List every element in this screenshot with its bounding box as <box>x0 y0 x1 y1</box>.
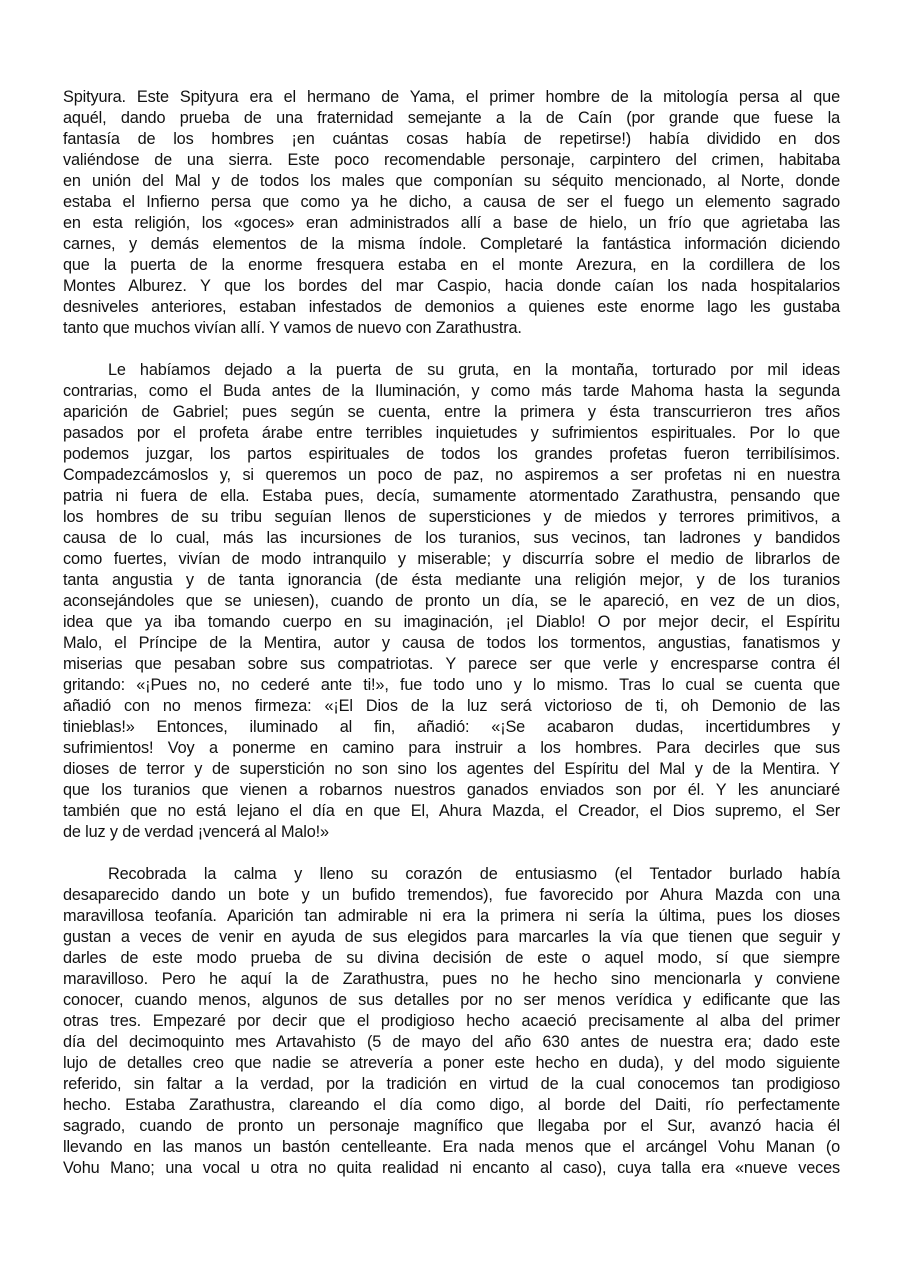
text-line: también que no está lejano el día en que El, Ahura Mazda, el Creador, el Dios supremo, el Ser <box>63 802 840 820</box>
text-line: tanta angustia y de tanta ignorancia (de ésta mediante una religión mejor, y de los turanios <box>63 571 840 589</box>
text-line: lujo de detalles creo que nadie se atrevería a poner este hecho en duda), y del modo siguiente <box>63 1054 840 1072</box>
text-line: sufrimientos! Voy a ponerme en camino para instruir a los hombres. Para decirles que sus <box>63 739 840 757</box>
paragraph <box>63 864 840 1179</box>
text-line: que los turanios que vienen a robarnos nuestros ganados enviados son por él. Y les anunciaré <box>63 781 840 799</box>
text-line: Spityura. Este Spityura era el hermano de Yama, el primer hombre de la mitología persa al que <box>63 88 840 106</box>
text-line: estaba el Infierno persa que como ya he dicho, a causa de ser el fuego un elemento sagrado <box>63 193 840 211</box>
text-line: podemos juzgar, los partos espirituales de todos los grandes profetas fueron terribilísimos. <box>63 445 840 463</box>
text-line: como fuertes, vivían de modo intranquilo y miserable; y discurría sobre el medio de librarlos de <box>63 550 840 568</box>
text-line: conocer, cuando menos, algunos de sus detalles por no ser menos verídica y edificante que las <box>63 991 840 1009</box>
text-line: Vohu Mano; una vocal u otra no quita realidad ni encanto al caso), cuya talla era «nueve veces <box>63 1159 840 1177</box>
text-line: fantasía de los hombres ¡en cuántas cosas había de repetirse!) había dividido en dos <box>63 130 840 148</box>
text-line: carnes, y demás elementos de la misma índole. Completaré la fantástica información diciendo <box>63 235 840 253</box>
text-line: desaparecido dando un bote y un bufido tremendos), fue favorecido por Ahura Mazda con una <box>63 886 840 904</box>
text-line: idea que ya iba tomando cuerpo en su imaginación, ¡el Diablo! O por mejor decir, el Espíritu <box>63 613 840 631</box>
text-line: añadió con no menos firmeza: «¡El Dios de la luz será victorioso de ti, oh Demonio de las <box>63 697 840 715</box>
text-line: día del decimoquinto mes Artavahisto (5 de mayo del año 630 antes de nuestra era; dado este <box>63 1033 840 1051</box>
paragraph <box>63 87 840 339</box>
text-line: aconsejándoles que se uniesen), cuando de pronto un día, se le apareció, en vez de un dios, <box>63 592 840 610</box>
text-line: referido, sin faltar a la verdad, por la tradición en virtud de la cual conocemos tan prodigioso <box>63 1075 840 1093</box>
text-line: pasados por el profeta árabe entre terribles inquietudes y sufrimientos espirituales. Por lo que <box>63 424 840 442</box>
text-line: maravilloso. Pero he aquí la de Zarathustra, pues no he hecho sino mencionarla y conviene <box>63 970 840 988</box>
text-line: de luz y de verdad ¡vencerá al Malo!» <box>63 823 329 841</box>
text-line: desniveles anteriores, estaban infestados de demonios a quienes este enorme lago les gustaba <box>63 298 840 316</box>
text-line: contrarias, como el Buda antes de la Iluminación, y como más tarde Mahoma hasta la segunda <box>63 382 840 400</box>
text-line: en unión del Mal y de todos los males que componían su séquito mencionado, al Norte, donde <box>63 172 840 190</box>
text-line: tinieblas!» Entonces, iluminado al fin, añadió: «¡Se acabaron dudas, incertidumbres y <box>63 718 840 736</box>
text-line: causa de lo cual, más las incursiones de los turanios, sus vecinos, tan ladrones y bandidos <box>63 529 840 547</box>
text-line: gustan a veces de venir en ayuda de sus elegidos para marcarles la vía que tienen que seguir y <box>63 928 840 946</box>
text-line: darles de este modo prueba de su divina decisión de este o aquel modo, sí que siempre <box>63 949 840 967</box>
text-line: otras tres. Empezaré por decir que el prodigioso hecho acaeció precisamente al alba del primer <box>63 1012 840 1030</box>
text-line: sagrado, cuando de pronto un personaje magnífico que llegaba por el Sur, avanzó hacia él <box>63 1117 840 1135</box>
text-line: dioses de terror y de superstición no son sino los agentes del Espíritu del Mal y de la Mentira. Y <box>63 760 840 778</box>
document-page <box>63 87 840 1200</box>
text-line: gritando: «¡Pues no, no cederé ante ti!», fue todo uno y lo mismo. Tras lo cual se cuenta que <box>63 676 840 694</box>
text-line: que la puerta de la enorme fresquera estaba en el monte Arezura, en la cordillera de los <box>63 256 840 274</box>
text-line: Compadezcámoslos y, si queremos un poco de paz, no aspiremos a ser profetas ni en nuestra <box>63 466 840 484</box>
text-line: los hombres de su tribu seguían llenos de supersticiones y de miedos y terrores primitivos, a <box>63 508 840 526</box>
text-line: maravillosa teofanía. Aparición tan admirable ni era la primera ni sería la última, pues los dioses <box>63 907 840 925</box>
text-line: Montes Alburez. Y que los bordes del mar Caspio, hacia donde caían los nada hospitalarios <box>63 277 840 295</box>
text-line: tanto que muchos vivían allí. Y vamos de nuevo con Zarathustra. <box>63 319 522 337</box>
text-line: en esta religión, los «goces» eran administrados allí a base de hielo, un frío que agrietaba las <box>63 214 840 232</box>
text-line: Malo, el Príncipe de la Mentira, autor y causa de todos los tormentos, angustias, fanatismos y <box>63 634 840 652</box>
text-line: aparición de Gabriel; pues según se cuenta, entre la primera y ésta transcurrieron tres años <box>63 403 840 421</box>
paragraph <box>63 360 840 843</box>
text-line: miserias que pesaban sobre sus compatriotas. Y parece ser que verle y encresparse contra él <box>63 655 840 673</box>
text-line: hecho. Estaba Zarathustra, clareando el día como digo, al borde del Daiti, río perfectamente <box>63 1096 840 1114</box>
text-line: llevando en las manos un bastón centelleante. Era nada menos que el arcángel Vohu Manan (o <box>63 1138 840 1156</box>
text-line: Recobrada la calma y lleno su corazón de entusiasmo (el Tentador burlado había <box>108 865 840 883</box>
text-line: Le habíamos dejado a la puerta de su gruta, en la montaña, torturado por mil ideas <box>108 361 840 379</box>
text-line: aquél, dando prueba de una fraternidad semejante a la de Caín (por grande que fuese la <box>63 109 840 127</box>
text-line: valiéndose de una sierra. Este poco recomendable personaje, carpintero del crimen, habitaba <box>63 151 840 169</box>
text-line: patria ni fuera de ella. Estaba pues, decía, sumamente atormentado Zarathustra, pensando que <box>63 487 840 505</box>
